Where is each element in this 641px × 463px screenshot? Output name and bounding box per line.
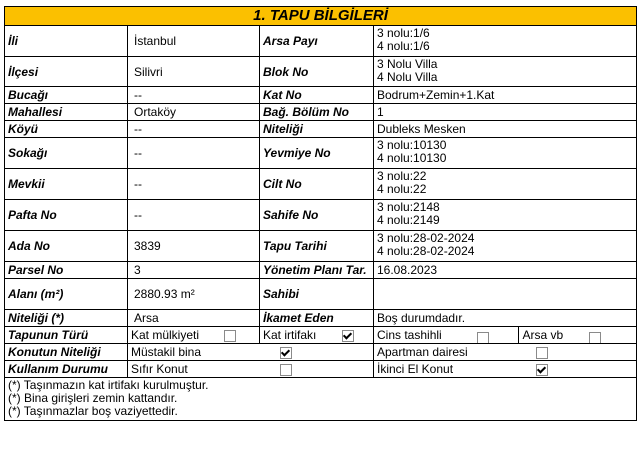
field-label: Yönetim Planı Tar.: [260, 262, 374, 279]
field-label: Alanı (m²): [5, 279, 128, 310]
checkbox[interactable]: [224, 330, 236, 342]
konut-niteligi-row: [5, 344, 637, 361]
value-line: Dubleks Mesken: [377, 122, 466, 136]
option-cell[interactable]: [128, 361, 374, 378]
field-value: --: [128, 138, 260, 169]
option-label: Sıfır Konut: [131, 362, 188, 376]
field-value: 3: [128, 262, 260, 279]
field-label: Cilt No: [260, 169, 374, 200]
kullanim-row: [5, 361, 637, 378]
field-value: --: [128, 121, 260, 138]
field-label: Sahife No: [260, 200, 374, 231]
info-row: [5, 104, 637, 121]
value-line: Bodrum+Zemin+1.Kat: [377, 88, 495, 102]
value-line: 3 nolu:22: [377, 169, 427, 183]
field-value: [374, 121, 637, 138]
field-label: Pafta No: [5, 200, 128, 231]
checkbox[interactable]: [342, 330, 354, 342]
info-row: [5, 231, 637, 262]
info-row: [5, 87, 637, 104]
field-label: İlçesi: [5, 57, 128, 87]
field-label: İkamet Eden: [260, 310, 374, 327]
option-group: [374, 327, 637, 344]
field-value: [374, 262, 637, 279]
field-value: [374, 26, 637, 57]
value-line: 16.08.2023: [377, 263, 438, 277]
field-label: Ada No: [5, 231, 128, 262]
field-label: Arsa Payı: [260, 26, 374, 57]
value-line: 4 nolu:10130: [377, 151, 447, 165]
checkbox[interactable]: [280, 364, 292, 376]
info-row: [5, 57, 637, 87]
checkbox[interactable]: [280, 347, 292, 359]
field-value: [374, 200, 637, 231]
field-value: Ortaköy: [128, 104, 260, 121]
option-label: İkinci El Konut: [377, 362, 454, 376]
field-label: Bucağı: [5, 87, 128, 104]
tapu-turu-row: [5, 327, 637, 344]
field-label: Kat No: [260, 87, 374, 104]
value-line: 4 nolu:1/6: [377, 39, 430, 53]
field-value: --: [128, 87, 260, 104]
field-value: İstanbul: [128, 26, 260, 57]
info-row: [5, 138, 637, 169]
note-line: (*) Bina girişleri zemin kattandır.: [8, 391, 178, 405]
field-label: Sahibi: [260, 279, 374, 310]
value-line: 3 nolu:2148: [377, 200, 440, 214]
notes-row: [5, 378, 637, 421]
field-label: Mahallesi: [5, 104, 128, 121]
note-line: (*) Taşınmazlar boş vaziyettedir.: [8, 404, 178, 418]
field-value: [374, 57, 637, 87]
value-line: 3 nolu:10130: [377, 138, 447, 152]
option-label: Kat mülkiyeti: [131, 328, 200, 342]
field-value: [374, 231, 637, 262]
info-row: [5, 169, 637, 200]
checkbox[interactable]: [536, 347, 548, 359]
field-value: Arsa: [128, 310, 260, 327]
checkbox[interactable]: [477, 332, 489, 344]
field-label: Sokağı: [5, 138, 128, 169]
field-label: Yevmiye No: [260, 138, 374, 169]
option-label: Apartman dairesi: [377, 345, 468, 359]
section-title: 1. TAPU BİLGİLERİ: [5, 7, 637, 26]
value-line: 3 nolu:28-02-2024: [377, 231, 475, 245]
field-value: Silivri: [128, 57, 260, 87]
field-label: Niteliği: [260, 121, 374, 138]
tapu-table: [4, 6, 637, 421]
field-label: Blok No: [260, 57, 374, 87]
info-row: [5, 121, 637, 138]
option-cell[interactable]: [260, 327, 374, 344]
option-cell[interactable]: [519, 327, 636, 343]
option-cell[interactable]: [374, 344, 637, 361]
notes-cell: [5, 378, 637, 421]
field-value: [374, 169, 637, 200]
value-line: 4 Nolu Villa: [377, 70, 438, 84]
field-label: Konutun Niteliği: [5, 344, 128, 361]
field-value: [374, 87, 637, 104]
field-label: Mevkii: [5, 169, 128, 200]
value-line: 3 Nolu Villa: [377, 57, 438, 71]
option-cell[interactable]: [128, 327, 260, 344]
option-cell[interactable]: [374, 327, 519, 343]
info-row: [5, 279, 637, 310]
option-label: Cins tashihli: [377, 328, 442, 342]
field-label: Bağ. Bölüm No: [260, 104, 374, 121]
info-row: [5, 262, 637, 279]
info-row: [5, 200, 637, 231]
option-label: Müstakil bina: [131, 345, 202, 359]
field-value: 2880.93 m²: [128, 279, 260, 310]
field-value: [374, 138, 637, 169]
field-value: [374, 279, 637, 310]
field-label: İli: [5, 26, 128, 57]
field-value: [374, 104, 637, 121]
value-line: 4 nolu:2149: [377, 213, 440, 227]
field-value: --: [128, 169, 260, 200]
value-line: 4 nolu:28-02-2024: [377, 244, 475, 258]
option-cell[interactable]: [128, 344, 374, 361]
info-row: [5, 310, 637, 327]
field-label: Kullanım Durumu: [5, 361, 128, 378]
field-label: Köyü: [5, 121, 128, 138]
value-line: 4 nolu:22: [377, 182, 427, 196]
option-label: Kat irtifakı: [263, 328, 317, 342]
info-row: [5, 26, 637, 57]
option-cell[interactable]: [374, 361, 637, 378]
field-label: Niteliği (*): [5, 310, 128, 327]
note-line: (*) Taşınmazın kat irtifakı kurulmuştur.: [8, 378, 209, 392]
checkbox[interactable]: [589, 332, 601, 344]
field-label: Tapu Tarihi: [260, 231, 374, 262]
field-value: [374, 310, 637, 327]
field-value: 3839: [128, 231, 260, 262]
field-label: Tapunun Türü: [5, 327, 128, 344]
value-line: 3 nolu:1/6: [377, 26, 430, 40]
option-label: Arsa vb: [522, 328, 564, 342]
value-line: Boş durumdadır.: [377, 311, 466, 325]
field-value: --: [128, 200, 260, 231]
value-line: 1: [377, 105, 384, 119]
field-label: Parsel No: [5, 262, 128, 279]
checkbox[interactable]: [536, 364, 548, 376]
